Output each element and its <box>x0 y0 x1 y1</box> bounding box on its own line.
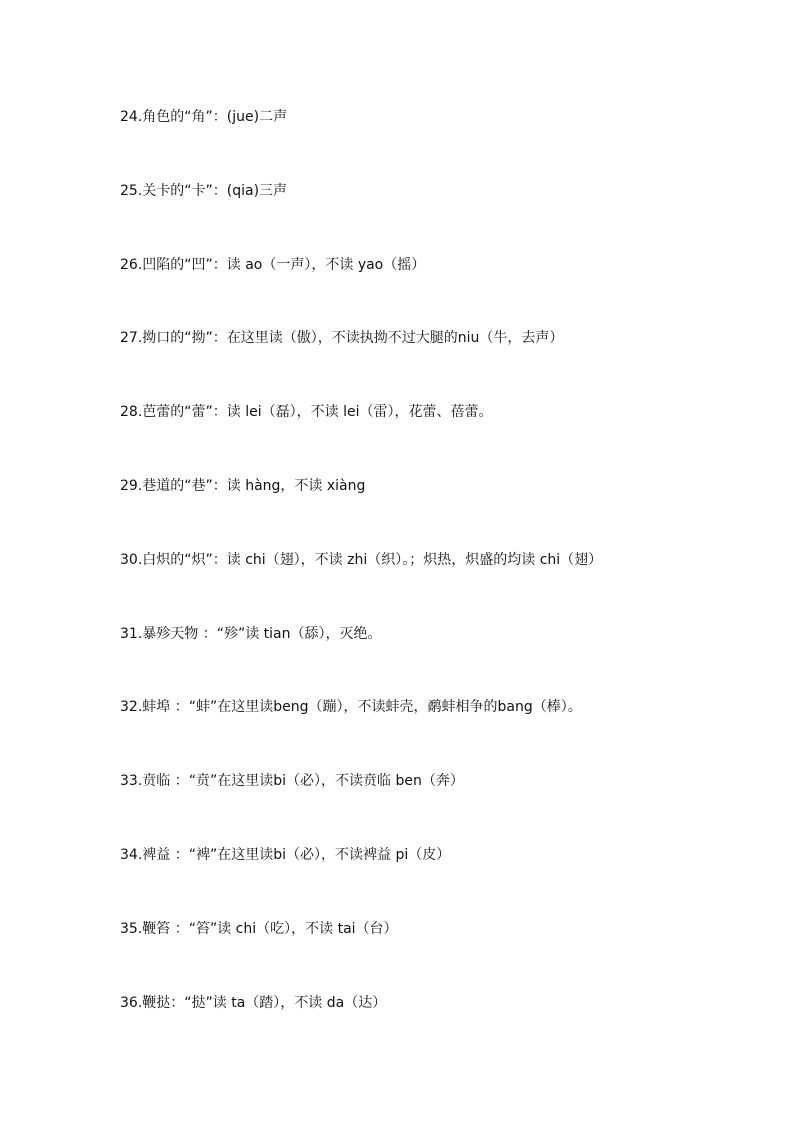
list-item: 24.角色的“角”：(jue)二声 <box>120 109 288 125</box>
list-item: 35.鞭笞 ：“笞”读 chi（吃），不读 tai（台） <box>120 920 398 937</box>
list-item: 26.凹陷的“凹”：读 ao（一声），不读 yao（摇） <box>120 256 426 273</box>
list-item: 30.白炽的“炽”：读 chi（翅），不读 zhi（织）。；炽热，炽盛的均读 chi（翅） <box>120 551 603 568</box>
list-item: 34.裨益 ：“裨”在这里读bi（必），不读裨益 pi（皮） <box>120 846 451 863</box>
list-item: 32.蚌埠 ：“蚌”在这里读beng（蹦），不读蚌壳，鹬蚌相争的bang（棒）。 <box>120 699 582 716</box>
list-item: 25.关卡的“卡”：(qia)三声 <box>120 182 288 199</box>
pronunciation-list <box>120 106 760 1065</box>
list-item: 31.暴殄天物 ：“殄”读 tian（舔），灭绝。 <box>120 625 382 642</box>
list-item: 28.芭蕾的“蕾”：读 lei（磊），不读 lei（雷），花蕾、蓓蕾。 <box>120 404 493 421</box>
list-item: 36.鞭挞：“挞”读 ta（踏），不读 da（达） <box>120 994 387 1011</box>
list-item: 33.贲临 ：“贲”在这里读bi（必），不读贲临 ben（奔） <box>120 773 464 790</box>
list-item: 29.巷道的“巷”：读 hàng，不读 xiàng <box>120 477 366 494</box>
list-item: 27.拗口的“拗”：在这里读（傲），不读执拗不过大腿的niu（牛，去声） <box>120 330 564 347</box>
